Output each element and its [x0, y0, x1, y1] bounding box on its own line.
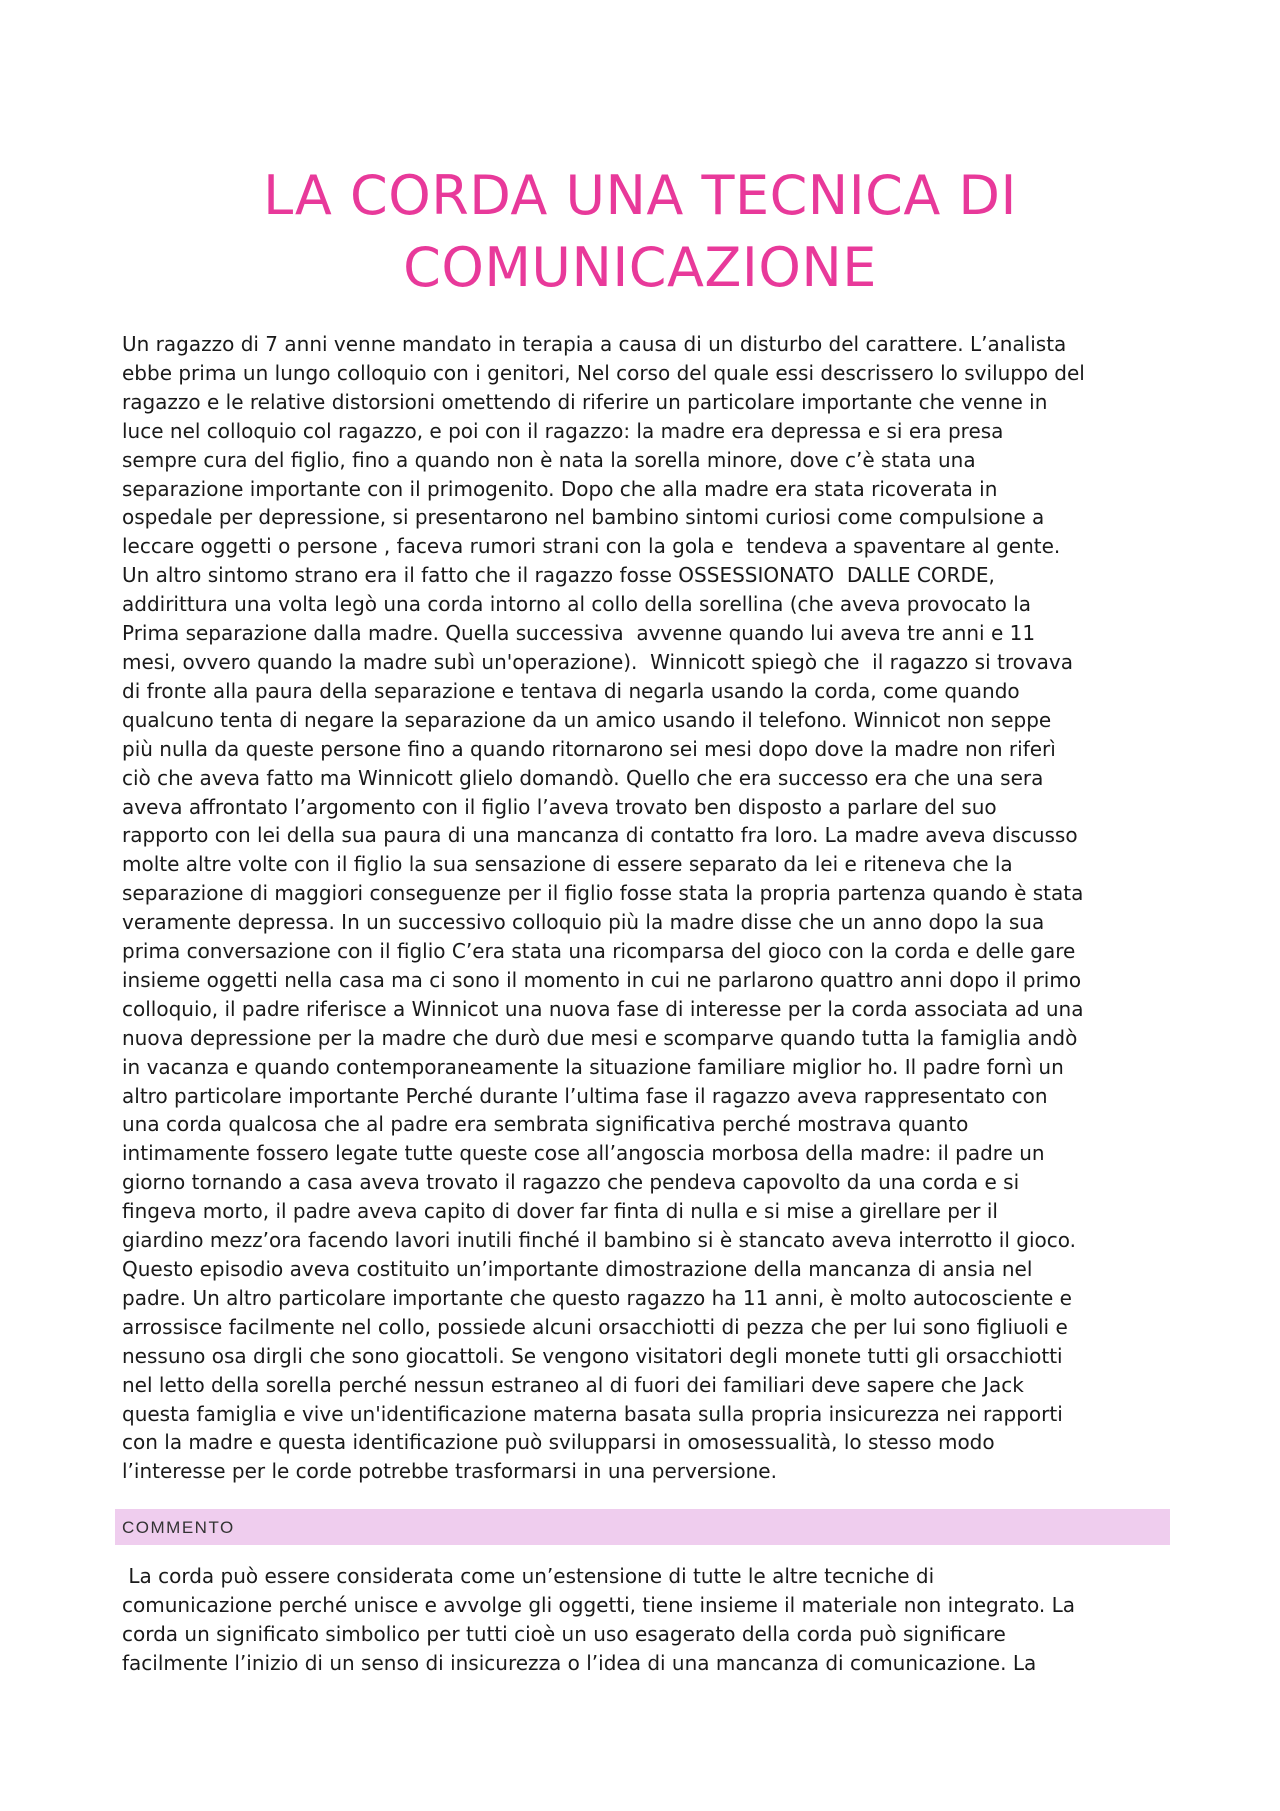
text-line: questa famiglia e vive un'identificazione materna basata sulla propria insicurezza nei rapporti [122, 1401, 1063, 1426]
text-line: con la madre e questa identificazione può svilupparsi in omosessualità, lo stesso modo [122, 1430, 995, 1455]
text-line: nuova depressione per la madre che durò due mesi e scomparve quando tutta la famiglia andò [122, 1025, 1078, 1050]
text-line: addirittura una volta legò una corda intorno al collo della sorellina (che aveva provocato la [122, 592, 1032, 617]
text-line: sempre cura del figlio, fino a quando non è nata la sorella minore, dove c’è stata una [122, 447, 976, 472]
text-line: Prima separazione dalla madre. Quella successiva avvenne quando lui aveva tre anni e 11 [122, 621, 1036, 646]
text-line: l’interesse per le corde potrebbe trasformarsi in una perversione. [122, 1459, 777, 1484]
text-line: ebbe prima un lungo colloquio con i genitori, Nel corso del quale essi descrissero lo sviluppo del [122, 360, 1085, 385]
text-line: colloquio, il padre riferisce a Winnicot una nuova fase di interesse per la corda associata ad una [122, 996, 1084, 1021]
title-line-2: COMUNICAZIONE [403, 236, 877, 299]
text-line: ospedale per depressione, si presentarono nel bambino sintomi curiosi come compulsione a [122, 505, 1045, 530]
text-line: altro particolare importante Perché durante l’ultima fase il ragazzo aveva rappresentato con [122, 1083, 1048, 1108]
text-line: comunicazione perché unisce e avvolge gli oggetti, tiene insieme il materiale non integrato. La [122, 1592, 1076, 1617]
text-line: leccare oggetti o persone , faceva rumori strani con la gola e tendeva a spaventare al gente. [122, 534, 1061, 559]
text-line: Questo episodio aveva costituito un’importante dimostrazione della mancanza di ansia nel [122, 1257, 1033, 1281]
text-line: una corda qualcosa che al padre era sembrata significativa perché mostrava quanto [122, 1112, 969, 1137]
text-line: prima conversazione con il figlio C’era stata una ricomparsa del gioco con la corda e delle gare [122, 939, 1076, 964]
text-line: mesi, ovvero quando la madre subì un'operazione). Winnicott spiegò che il ragazzo si trovava [122, 649, 1074, 674]
text-line: separazione importante con il primogenito. Dopo che alla madre era stata ricoverata in [122, 476, 998, 501]
text-line: di fronte alla paura della separazione e tentava di negarla usando la corda, come quando [122, 678, 1020, 703]
text-line: facilmente l’inizio di un senso di insicurezza o l’idea di una mancanza di comunicazione. La [122, 1650, 1037, 1675]
main-paragraph [122, 330, 1172, 1486]
text-line: giorno tornando a casa aveva trovato il ragazzo che pendeva capovolto da una corda e si [122, 1170, 1020, 1195]
comment-paragraph [122, 1562, 1172, 1678]
text-line: in vacanza e quando contemporaneamente la situazione familiare miglior ho. Il padre fornì un [122, 1054, 1064, 1079]
section-heading-commento: COMMENTO [122, 1518, 235, 1537]
text-line: fingeva morto, il padre aveva capito di dover far finta di nulla e si mise a girellare per il [122, 1199, 998, 1224]
text-line: qualcuno tenta di negare la separazione da un amico usando il telefono. Winnicot non seppe [122, 707, 1052, 732]
text-line: La corda può essere considerata come un’estensione di tutte le altre tecniche di [122, 1564, 935, 1588]
title-line-1: LA CORDA UNA TECNICA DI [263, 164, 1017, 227]
text-line: Un ragazzo di 7 anni venne mandato in terapia a causa di un disturbo del carattere. L’analista [122, 332, 1067, 356]
text-line: molte altre volte con il figlio la sua sensazione di essere separato da lei e riteneva che la [122, 852, 1013, 877]
text-line: padre. Un altro particolare importante che questo ragazzo ha 11 anni, è molto autocosciente e [122, 1285, 1072, 1310]
text-line: nessuno osa dirgli che sono giocattoli. Se vengono visitatori degli monete tutti gli orsacchiotti [122, 1343, 1063, 1368]
text-line: ciò che aveva fatto ma Winnicott glielo domandò. Quello che era successo era che una sera [122, 765, 1044, 790]
text-line: aveva affrontato l’argomento con il figlio l’aveva trovato ben disposto a parlare del suo [122, 794, 997, 819]
text-line: insieme oggetti nella casa ma ci sono il momento in cui ne parlarono quattro anni dopo il primo [122, 967, 1082, 992]
document-title [120, 160, 1160, 304]
text-line: arrossisce facilmente nel collo, possiede alcuni orsacchiotti di pezza che per lui sono figliuoli e [122, 1314, 1068, 1339]
text-line: separazione di maggiori conseguenze per il figlio fosse stata la propria partenza quando è stata [122, 881, 1084, 906]
text-line: veramente depressa. In un successivo colloquio più la madre disse che un anno dopo la sua [122, 910, 1045, 935]
text-line: nel letto della sorella perché nessun estraneo al di fuori dei familiari deve sapere che Jack [122, 1372, 1024, 1397]
text-line: più nulla da queste persone fino a quando ritornarono sei mesi dopo dove la madre non riferì [122, 736, 1056, 761]
text-line: giardino mezz’ora facendo lavori inutili finché il bambino si è stancato aveva interrotto il gioco. [122, 1228, 1076, 1253]
text-line: intimamente fossero legate tutte queste cose all’angoscia morbosa della madre: il padre un [122, 1141, 1045, 1166]
text-line: ragazzo e le relative distorsioni omettendo di riferire un particolare importante che venne in [122, 389, 1048, 414]
text-line: luce nel colloquio col ragazzo, e poi con il ragazzo: la madre era depressa e si era presa [122, 418, 1004, 443]
text-line: Un altro sintomo strano era il fatto che il ragazzo fosse OSSESSIONATO DALLE CORDE, [122, 563, 995, 588]
text-line: rapporto con lei della sua paura di una mancanza di contatto fra loro. La madre aveva discusso [122, 823, 1078, 848]
text-line: corda un significato simbolico per tutti cioè un uso esagerato della corda può significare [122, 1621, 1006, 1646]
section-heading-band [115, 1509, 1170, 1545]
